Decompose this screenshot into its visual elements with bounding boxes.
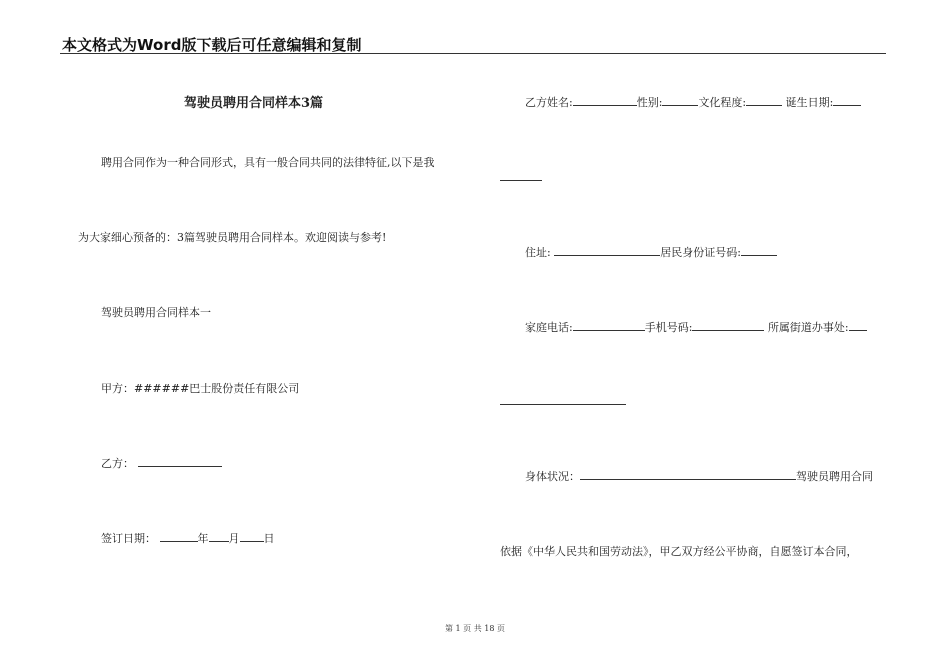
- health-line: [525, 468, 873, 484]
- intro-line-2: 为大家细心预备的：3篇驾驶员聘用合同样本。欢迎阅读与参考!: [78, 231, 387, 244]
- day-label: 日: [263, 532, 275, 545]
- mobile-blank: [692, 320, 764, 331]
- month-label: 月: [228, 532, 240, 545]
- birth-label: 诞生日期:: [785, 96, 834, 109]
- contract-title-tail: 驾驶员聘用合同: [796, 470, 873, 483]
- party-a-line: [101, 380, 299, 396]
- day-blank: [240, 531, 264, 542]
- birth-blank-continuation: [500, 170, 542, 181]
- birth-blank: [833, 95, 861, 106]
- address-line: [525, 244, 777, 260]
- party-a-value: ######巴士股份责任有限公司: [134, 382, 300, 395]
- party-b-label: 乙方：: [101, 457, 134, 470]
- birth-continuation-line: [500, 170, 542, 184]
- address-blank: [554, 245, 660, 256]
- year-label: 年: [197, 532, 209, 545]
- party-b-blank: [138, 456, 222, 467]
- street-office-blank-continuation: [500, 394, 626, 405]
- intro-line-1: 聘用合同作为一种合同形式，具有一般合同共同的法律特征,以下是我: [101, 156, 435, 169]
- applicant-info-line: [525, 94, 861, 110]
- id-blank: [741, 245, 777, 256]
- year-blank: [160, 531, 198, 542]
- law-basis-line: 依据《中华人民共和国劳动法》，甲乙双方经公平协商，自愿签订本合同，: [500, 545, 858, 558]
- header-divider: [60, 53, 886, 54]
- month-blank: [209, 531, 229, 542]
- document-title: 驾驶员聘用合同样本3篇: [184, 96, 324, 111]
- header-title: 本文格式为Word版下载后可任意编辑和复制: [62, 36, 362, 54]
- home-phone-label: 家庭电话:: [525, 321, 573, 334]
- section-heading: 驾驶员聘用合同样本一: [101, 306, 211, 319]
- name-label: 乙方姓名:: [525, 96, 573, 109]
- health-blank: [580, 469, 796, 480]
- phone-line: [525, 319, 867, 335]
- address-label: 住址:: [525, 246, 551, 259]
- sign-date-line: [101, 530, 275, 546]
- health-label: 身体状况：: [525, 470, 580, 483]
- name-blank: [573, 95, 637, 106]
- street-office-label: 所属街道办事处:: [767, 321, 849, 334]
- id-label: 居民身份证号码:: [660, 246, 741, 259]
- street-office-blank: [849, 320, 867, 331]
- mobile-label: 手机号码:: [644, 321, 693, 334]
- party-b-line: [101, 455, 222, 471]
- gender-blank: [662, 95, 698, 106]
- education-blank: [746, 95, 782, 106]
- party-a-label: 甲方：: [101, 382, 134, 395]
- page-footer: 第 1 页 共 18 页: [445, 624, 505, 633]
- sign-date-label: 签订日期：: [101, 532, 156, 545]
- home-phone-blank: [573, 320, 645, 331]
- gender-label: 性别:: [636, 96, 663, 109]
- street-office-continuation-line: [500, 394, 626, 408]
- education-label: 文化程度:: [698, 96, 747, 109]
